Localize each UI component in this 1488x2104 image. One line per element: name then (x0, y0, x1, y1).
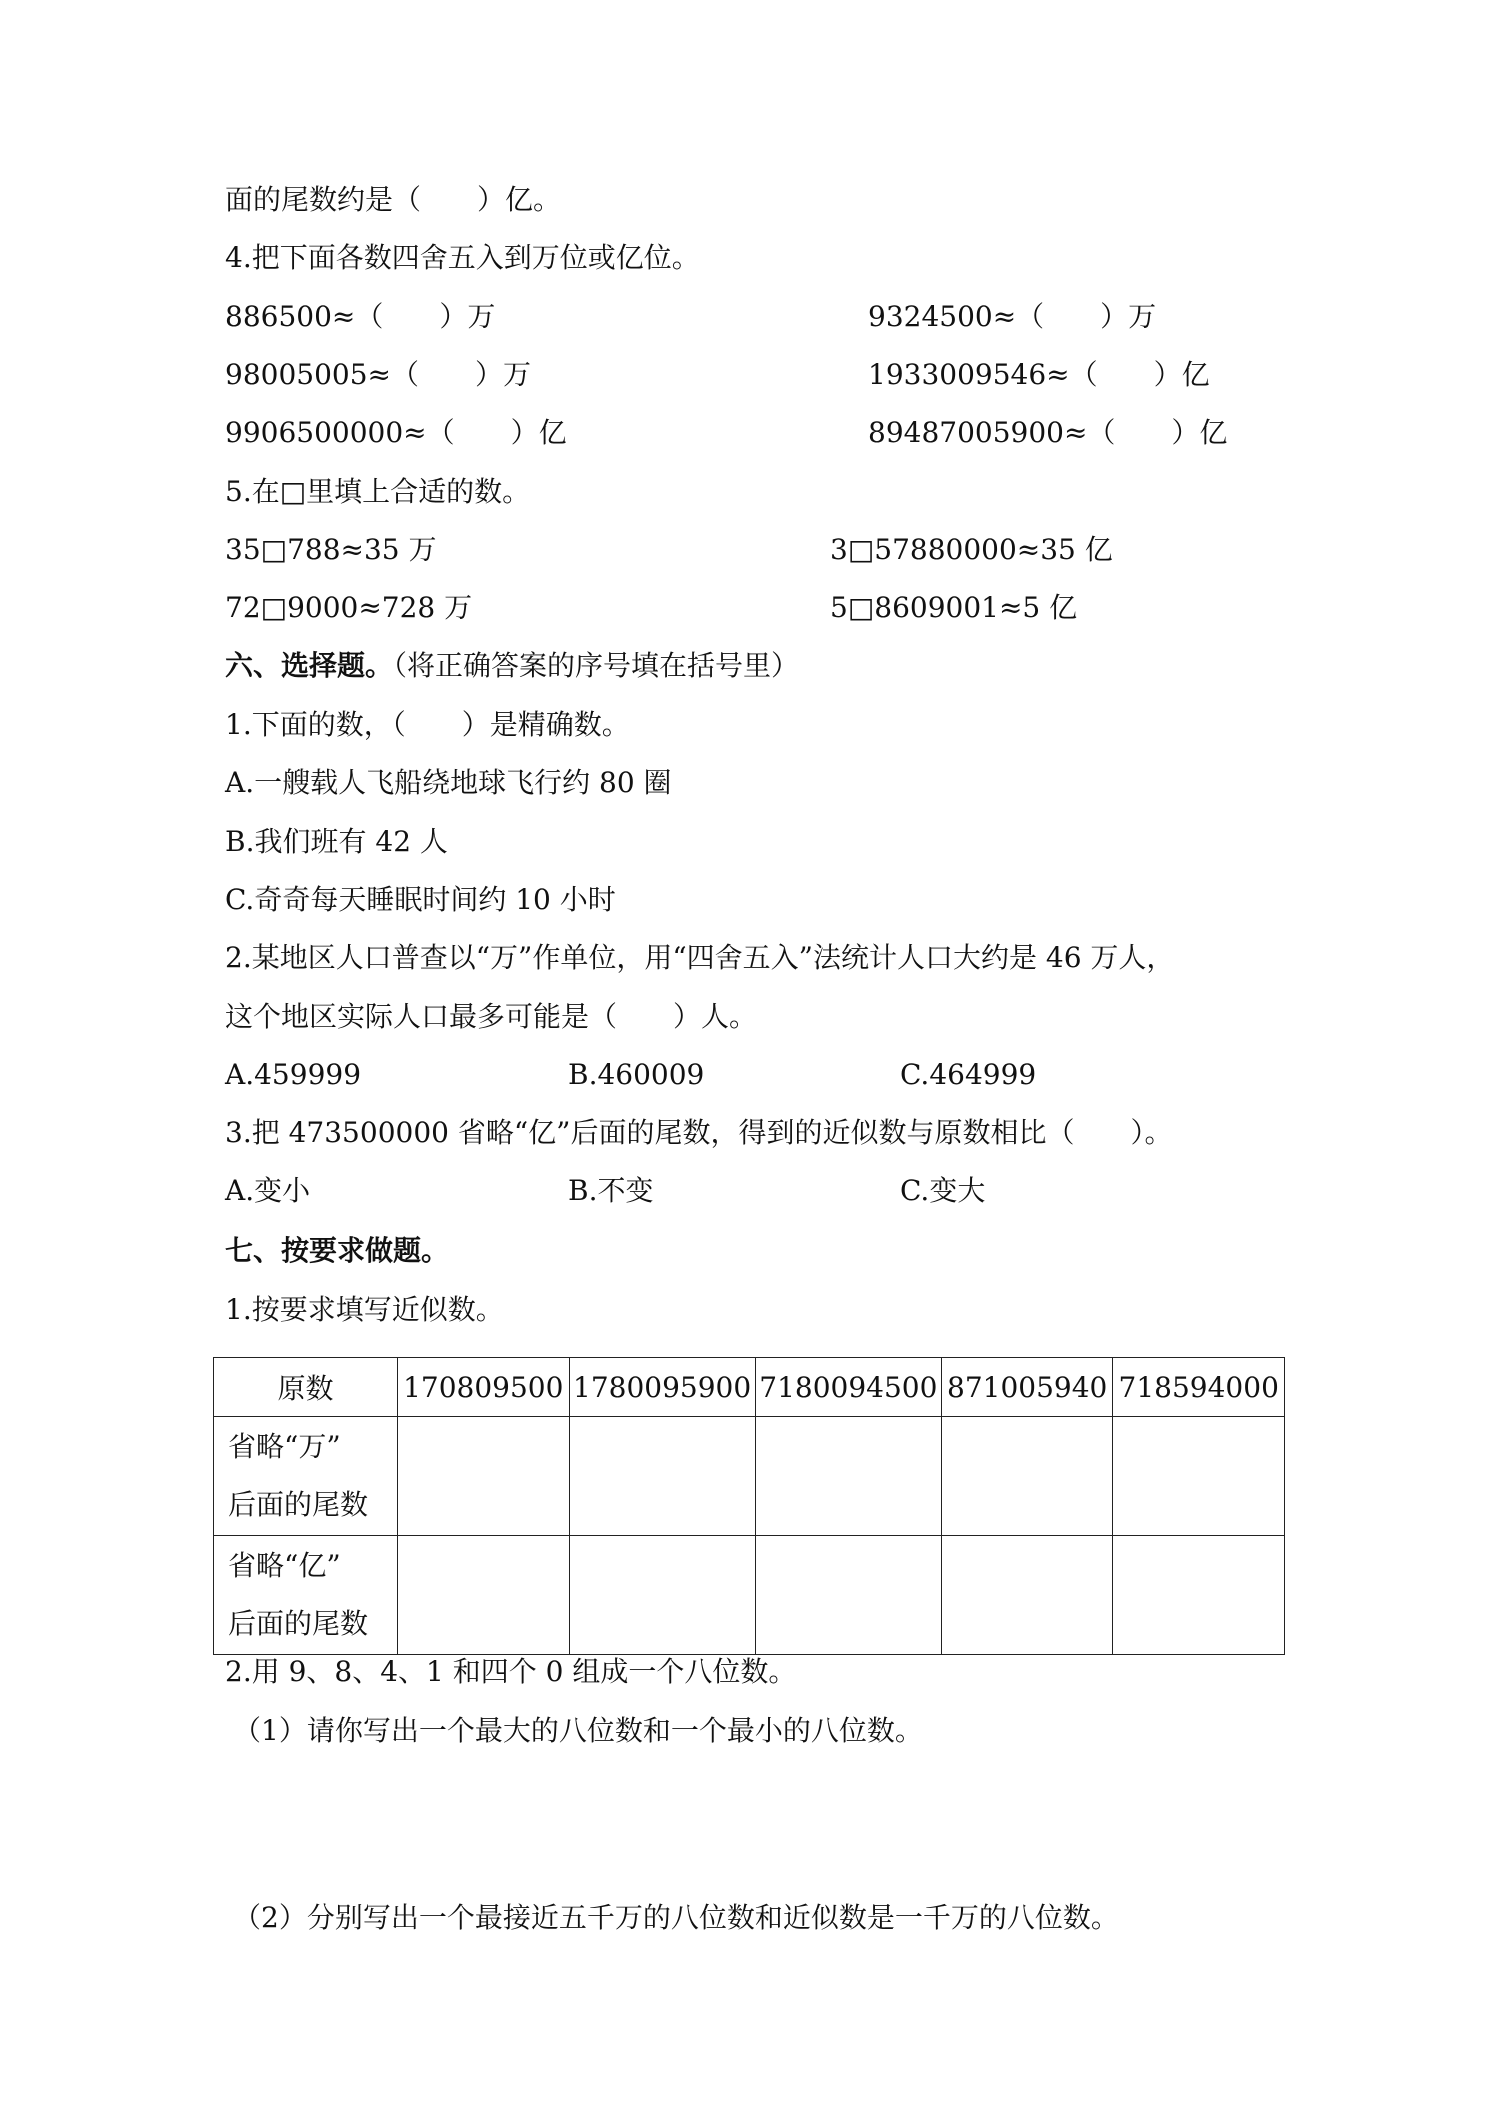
answer-cell[interactable] (1113, 1417, 1285, 1536)
row-label-line: 后面的尾数 (228, 1607, 369, 1640)
s6-q3-option-b: B.不变 (568, 1174, 654, 1207)
s6-q2-option-a: A.459999 (225, 1058, 362, 1091)
row-label-wan (214, 1417, 398, 1536)
approximation-table (213, 1357, 1285, 1655)
s6-q1-option-a: A.一艘载人飞船绕地球飞行约 80 圈 (225, 766, 672, 799)
s7-question-2: 2.用 9、8、4、1 和四个 0 组成一个八位数。 (225, 1655, 797, 1688)
q4-item: 9324500≈（ ）万 (868, 300, 1157, 333)
s6-q3-option-a: A.变小 (225, 1174, 311, 1207)
table-number-cell: 718594000 (1113, 1358, 1285, 1417)
table-row-yi (214, 1536, 1285, 1655)
s6-q1-option-b: B.我们班有 42 人 (225, 825, 448, 858)
q5-item: 35□788≈35 万 (225, 533, 437, 566)
q5-item: 5□8609001≈5 亿 (830, 591, 1078, 624)
answer-cell[interactable] (755, 1536, 941, 1655)
row-label-line: 省略“亿” (228, 1549, 341, 1582)
answer-cell[interactable] (569, 1536, 755, 1655)
row-label-line: 后面的尾数 (228, 1488, 369, 1521)
continuation-line: 面的尾数约是（ ）亿。 (225, 183, 562, 216)
s6-question-1: 1.下面的数，（ ）是精确数。 (225, 708, 630, 741)
s7-question-1: 1.按要求填写近似数。 (225, 1293, 504, 1326)
s6-q2-option-b: B.460009 (568, 1058, 705, 1091)
answer-cell[interactable] (755, 1417, 941, 1536)
table-number-cell: 7180094500 (755, 1358, 941, 1417)
row-label-yi (214, 1536, 398, 1655)
answer-cell[interactable] (397, 1536, 569, 1655)
section-7-title: 七、按要求做题。 (225, 1234, 450, 1267)
table-number-cell: 170809500 (397, 1358, 569, 1417)
question-4-title: 4.把下面各数四舍五入到万位或亿位。 (225, 241, 700, 274)
q4-item: 886500≈（ ）万 (225, 300, 496, 333)
s7-q2-part-1: （1）请你写出一个最大的八位数和一个最小的八位数。 (233, 1714, 923, 1747)
answer-cell[interactable] (1113, 1536, 1285, 1655)
s6-q2-option-c: C.464999 (900, 1058, 1037, 1091)
answer-space[interactable] (225, 1760, 1265, 1880)
section-6-instruction: （将正确答案的序号填在括号里） (393, 649, 800, 682)
table-header-label: 原数 (214, 1358, 398, 1417)
section-6-title: 六、选择题。 (225, 649, 394, 682)
answer-cell[interactable] (569, 1417, 755, 1536)
s6-question-2-line-1: 2.某地区人口普查以“万”作单位，用“四舍五入”法统计人口大约是 46 万人， (225, 941, 1175, 974)
q4-item: 9906500000≈（ ）亿 (225, 416, 567, 449)
s6-question-2-line-2: 这个地区实际人口最多可能是（ ）人。 (225, 1000, 758, 1033)
s7-q2-part-2: （2）分别写出一个最接近五千万的八位数和近似数是一千万的八位数。 (233, 1901, 1119, 1934)
q4-item: 89487005900≈（ ）亿 (868, 416, 1228, 449)
answer-cell[interactable] (941, 1536, 1113, 1655)
s6-q1-option-c: C.奇奇每天睡眠时间约 10 小时 (225, 883, 616, 916)
answer-cell[interactable] (941, 1417, 1113, 1536)
s6-q3-option-c: C.变大 (900, 1174, 986, 1207)
q4-item: 98005005≈（ ）万 (225, 358, 531, 391)
answer-cell[interactable] (397, 1417, 569, 1536)
table-number-cell: 871005940 (941, 1358, 1113, 1417)
q5-item: 3□57880000≈35 亿 (830, 533, 1113, 566)
q4-item: 1933009546≈（ ）亿 (868, 358, 1210, 391)
table-row-wan (214, 1417, 1285, 1536)
q5-item: 72□9000≈728 万 (225, 591, 473, 624)
section-6-heading (225, 646, 799, 686)
row-label-line: 省略“万” (228, 1430, 341, 1463)
question-5-title: 5.在□里填上合适的数。 (225, 475, 531, 508)
table-number-cell: 1780095900 (569, 1358, 755, 1417)
table-header-row (214, 1358, 1285, 1417)
s6-question-3: 3.把 473500000 省略“亿”后面的尾数，得到的近似数与原数相比（ ）。 (225, 1116, 1173, 1149)
